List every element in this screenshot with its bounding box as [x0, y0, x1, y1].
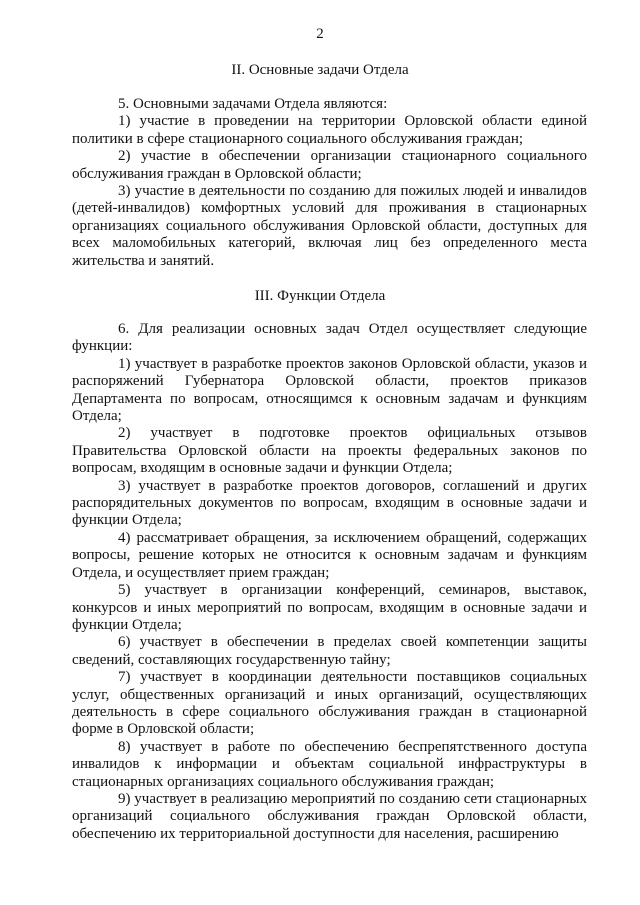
paragraph: 6) участвует в обеспечении в пределах своей компетенции защиты сведений, составляющих государственную тайну; [72, 634, 587, 668]
paragraph: 3) участие в деятельности по созданию для пожилых людей и инвалидов (детей-инвалидов) комфортных условий для проживания в стационарных организациях социального обслуживания Орловской области, доступных для всех маломобильных категорий, включая лиц без определенного места жительства и занятий. [72, 183, 587, 269]
section-3-body [72, 321, 587, 843]
page-number: 2 [316, 26, 324, 42]
paragraph: 7) участвует в координации деятельности поставщиков социальных услуг, общественных организаций и иных организаций, осуществляющих деятельность в сфере социального обслуживания граждан в стационарной форме в Орловской области; [72, 669, 587, 738]
paragraph: 5. Основными задачами Отдела являются: [118, 96, 388, 112]
paragraph: 2) участвует в подготовке проектов официальных отзывов Правительства Орловской области на проекты федеральных законов по вопросам, входящим в основные задачи и функции Отдела; [72, 425, 587, 477]
section-2-heading: II. Основные задачи Отдела [231, 62, 409, 78]
paragraph: 5) участвует в организации конференций, семинаров, выставок, конкурсов и иных мероприятий по вопросам, входящим в основные задачи и функции Отдела; [72, 582, 587, 633]
section-2-body [72, 96, 587, 270]
paragraph: 6. Для реализации основных задач Отдел осуществляет следующие функции: [72, 321, 587, 355]
section-3-heading: III. Функции Отдела [254, 288, 386, 304]
paragraph: 9) участвует в реализацию мероприятий по созданию сети стационарных организаций социального обслуживания граждан Орловской области, обеспечению их территориальной доступности для населения, расширению [72, 790, 587, 842]
paragraph: 1) участвует в разработке проектов законов Орловской области, указов и распоряжений Губернатора Орловской области, проектов приказов Департамента по вопросам, относящимся к основным задачам и функциям Отдела; [72, 355, 587, 425]
paragraph: 4) рассматривает обращения, за исключением обращений, содержащих вопросы, решение которых не относится к основным задачам и функциям Отдела, и осуществляет прием граждан; [72, 529, 587, 581]
paragraph: 8) участвует в работе по обеспечению беспрепятственного доступа инвалидов к информации и объектам социальной инфраструктуры в стационарных организациях социального обслуживания граждан; [72, 738, 587, 790]
paragraph: 2) участие в обеспечении организации стационарного социального обслуживания граждан в Орловской области; [72, 148, 587, 182]
paragraph: 1) участие в проведении на территории Орловской области единой политики в сфере стационарного социального обслуживания граждан; [72, 113, 587, 147]
paragraph: 3) участвует в разработке проектов договоров, соглашений и других распорядительных документов по вопросам, входящим в основные задачи и функции Отдела; [72, 477, 587, 529]
